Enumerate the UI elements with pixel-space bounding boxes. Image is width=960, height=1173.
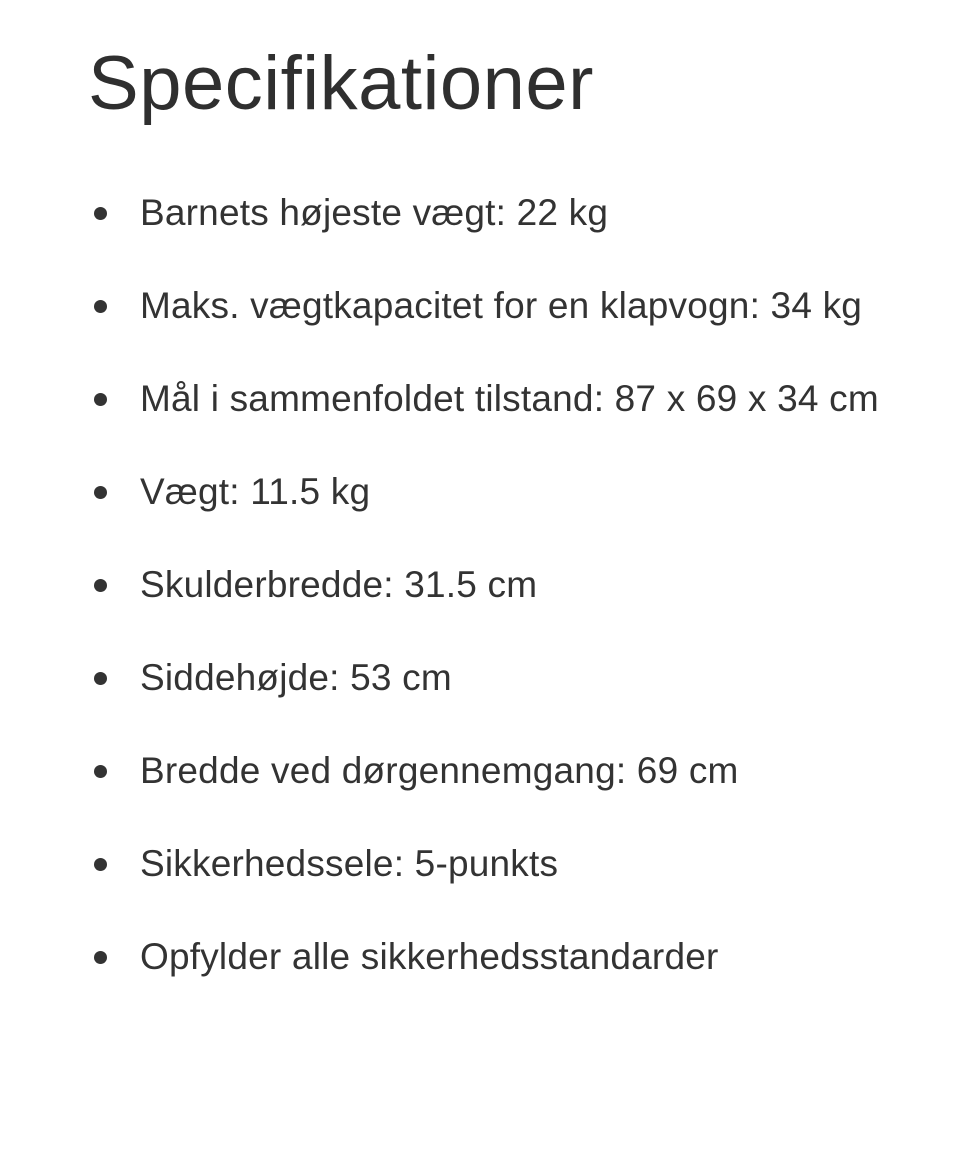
spec-list [0,182,960,1019]
bullet-icon [94,765,107,778]
list-item [0,275,960,337]
bullet-icon [94,951,107,964]
spec-text: Sikkerhedssele: 5-punkts [140,843,559,884]
bullet-icon [94,207,107,220]
list-item [0,833,960,895]
bullet-icon [94,579,107,592]
list-item [0,182,960,244]
list-item [0,740,960,802]
spec-text: Mål i sammenfoldet tilstand: 87 x 69 x 34 cm [140,378,879,419]
spec-text: Opfylder alle sikkerhedsstandarder [140,936,719,977]
list-item [0,554,960,616]
bullet-icon [94,672,107,685]
list-item [0,368,960,430]
list-item [0,926,960,988]
spec-text: Barnets højeste vægt: 22 kg [140,192,609,233]
list-item [0,461,960,523]
spec-text: Maks. vægtkapacitet for en klapvogn: 34 kg [140,285,863,326]
page-title: Specifikationer [88,41,594,126]
spec-text: Skulderbredde: 31.5 cm [140,564,538,605]
spec-text: Siddehøjde: 53 cm [140,657,452,698]
bullet-icon [94,393,107,406]
bullet-icon [94,486,107,499]
list-item [0,647,960,709]
spec-text: Vægt: 11.5 kg [140,471,371,512]
bullet-icon [94,300,107,313]
spec-text: Bredde ved dørgennemgang: 69 cm [140,750,739,791]
bullet-icon [94,858,107,871]
